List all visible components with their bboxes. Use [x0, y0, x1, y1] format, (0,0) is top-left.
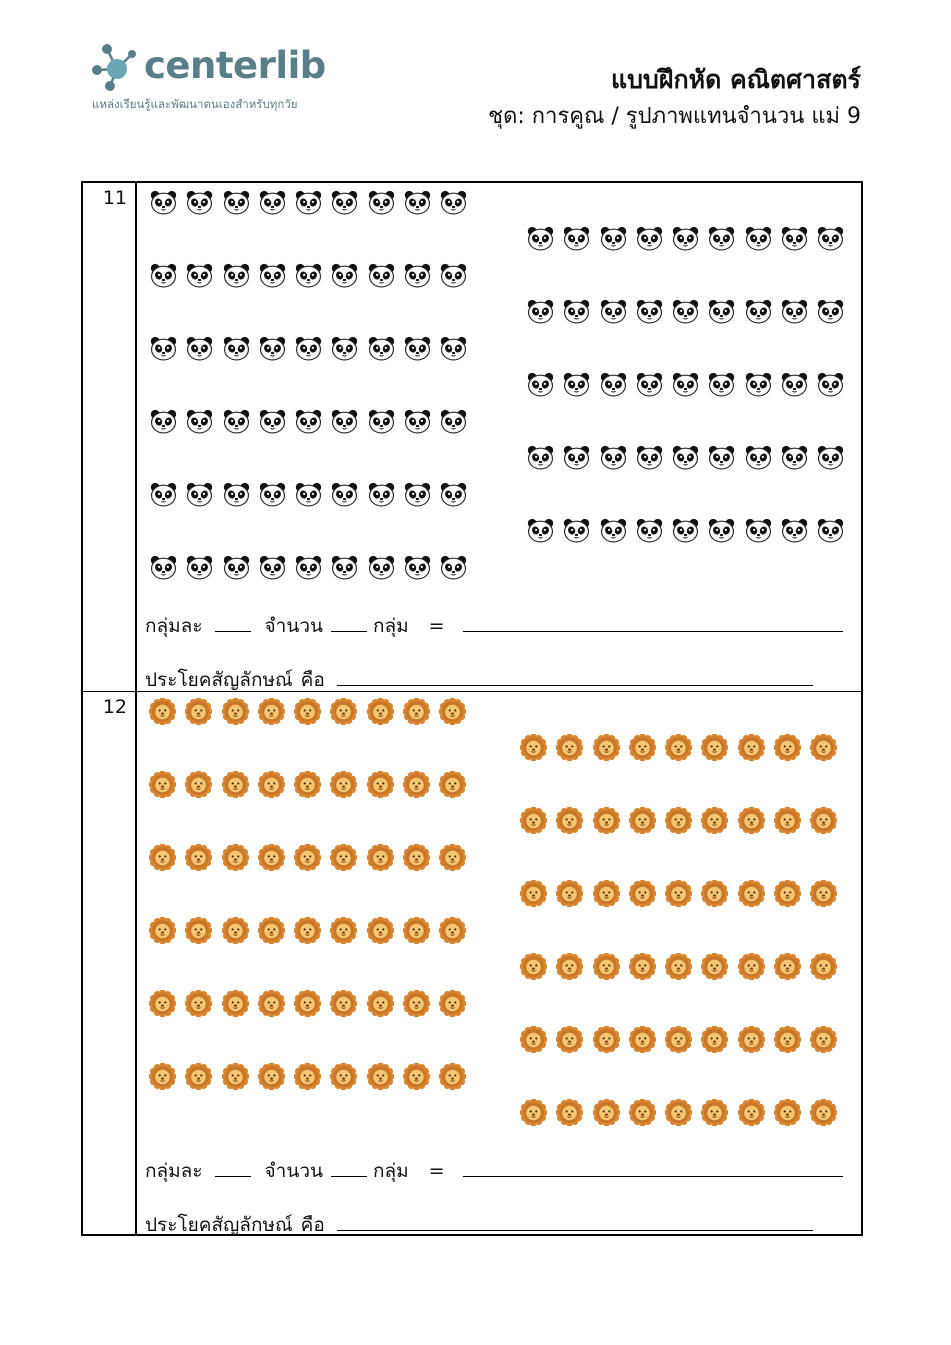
icon-row-3 [149, 917, 466, 944]
panda-face-icon [781, 371, 808, 398]
panda-face-icon [708, 444, 735, 471]
lion-face-icon [149, 990, 176, 1017]
panda-face-icon [331, 262, 358, 289]
problem-number: 11 [102, 187, 127, 209]
icon-row-10 [527, 517, 844, 544]
panda-face-icon [295, 481, 322, 508]
panda-face-icon [672, 225, 699, 252]
panda-face-icon [186, 189, 213, 216]
lion-face-icon [520, 734, 547, 761]
lion-face-icon [810, 1099, 837, 1126]
panda-face-icon [527, 371, 554, 398]
panda-face-icon [600, 298, 627, 325]
lion-face-icon [439, 990, 466, 1017]
panda-face-icon [259, 335, 286, 362]
lion-face-icon [774, 734, 801, 761]
lion-face-icon [593, 1099, 620, 1126]
lion-face-icon [629, 1099, 656, 1126]
lion-face-icon [439, 698, 466, 725]
problem-11 [83, 183, 861, 692]
lion-face-icon [258, 1063, 285, 1090]
lion-face-icon [556, 880, 583, 907]
lion-face-icon [556, 1026, 583, 1053]
lion-face-icon [330, 844, 357, 871]
icon-row-6 [527, 225, 844, 252]
lion-face-icon [294, 1063, 321, 1090]
lion-face-icon [367, 1063, 394, 1090]
panda-face-icon [600, 225, 627, 252]
lion-face-icon [403, 844, 430, 871]
panda-face-icon [527, 444, 554, 471]
panda-face-icon [368, 335, 395, 362]
lion-face-icon [556, 953, 583, 980]
panda-face-icon [150, 262, 177, 289]
panda-face-icon [259, 189, 286, 216]
panda-face-icon [223, 481, 250, 508]
panda-face-icon [186, 335, 213, 362]
panda-face-icon [223, 554, 250, 581]
lion-face-icon [367, 698, 394, 725]
lion-face-icon [185, 990, 212, 1017]
panda-face-icon [295, 262, 322, 289]
lion-face-icon [330, 917, 357, 944]
panda-face-icon [440, 335, 467, 362]
lion-face-icon [149, 917, 176, 944]
problem-number-cell [83, 692, 137, 1236]
lion-face-icon [774, 1026, 801, 1053]
lion-face-icon [403, 990, 430, 1017]
panda-face-icon [708, 298, 735, 325]
icon-row-2 [149, 844, 466, 871]
panda-face-icon [563, 298, 590, 325]
lion-face-icon [330, 771, 357, 798]
panda-face-icon [331, 481, 358, 508]
panda-face-icon [223, 262, 250, 289]
lion-face-icon [593, 880, 620, 907]
answer-blank[interactable] [463, 1175, 843, 1177]
page-title: แบบฝึกหัด คณิตศาสตร์ [610, 65, 861, 94]
is-label: คือ [300, 669, 325, 691]
lion-face-icon [185, 844, 212, 871]
lion-face-icon [330, 1063, 357, 1090]
lion-face-icon [520, 1026, 547, 1053]
lion-face-icon [149, 1063, 176, 1090]
panda-face-icon [672, 517, 699, 544]
panda-face-icon [745, 225, 772, 252]
panda-face-icon [186, 481, 213, 508]
lion-face-icon [403, 698, 430, 725]
lion-face-icon [810, 953, 837, 980]
panda-face-icon [368, 189, 395, 216]
lion-face-icon [439, 917, 466, 944]
panda-face-icon [745, 371, 772, 398]
panda-face-icon [404, 189, 431, 216]
panda-face-icon [404, 554, 431, 581]
panda-face-icon [781, 298, 808, 325]
groups-label: กลุ่ม [372, 615, 409, 637]
lion-face-icon [330, 698, 357, 725]
lion-face-icon [403, 1063, 430, 1090]
panda-face-icon [672, 444, 699, 471]
number-sentence-label: ประโยคสัญลักษณ์ [145, 1214, 293, 1236]
icon-row-0 [149, 698, 466, 725]
lion-face-icon [367, 771, 394, 798]
panda-face-icon [186, 554, 213, 581]
panda-face-icon [404, 481, 431, 508]
panda-face-icon [563, 371, 590, 398]
lion-face-icon [774, 953, 801, 980]
lion-face-icon [810, 880, 837, 907]
panda-face-icon [745, 444, 772, 471]
lion-face-icon [774, 807, 801, 834]
lion-face-icon [367, 844, 394, 871]
per-group-blank[interactable] [215, 630, 251, 632]
lion-face-icon [520, 1099, 547, 1126]
panda-face-icon [295, 335, 322, 362]
icon-row-4 [150, 481, 467, 508]
panda-face-icon [186, 408, 213, 435]
lion-face-icon [222, 771, 249, 798]
icon-row-9 [527, 444, 844, 471]
icon-row-8 [527, 371, 844, 398]
panda-face-icon [186, 262, 213, 289]
panda-face-icon [223, 335, 250, 362]
lion-face-icon [222, 917, 249, 944]
lion-face-icon [258, 698, 285, 725]
panda-face-icon [636, 225, 663, 252]
panda-face-icon [817, 517, 844, 544]
lion-face-icon [520, 880, 547, 907]
panda-face-icon [600, 371, 627, 398]
panda-face-icon [636, 444, 663, 471]
logo-tagline: แหล่งเรียนรู้และพัฒนาตนเองสำหรับทุกวัย [92, 97, 298, 111]
lion-face-icon [258, 844, 285, 871]
lion-face-icon [330, 990, 357, 1017]
icon-row-0 [150, 189, 467, 216]
panda-face-icon [745, 298, 772, 325]
panda-face-icon [440, 408, 467, 435]
group-count-blank[interactable] [331, 1175, 367, 1177]
panda-face-icon [368, 481, 395, 508]
icon-row-1 [150, 262, 467, 289]
panda-face-icon [600, 444, 627, 471]
panda-face-icon [404, 408, 431, 435]
panda-face-icon [331, 189, 358, 216]
panda-face-icon [745, 517, 772, 544]
panda-face-icon [150, 481, 177, 508]
lion-face-icon [738, 807, 765, 834]
count-label: จำนวน [264, 1160, 323, 1182]
panda-face-icon [672, 371, 699, 398]
lion-face-icon [222, 698, 249, 725]
icon-row-5 [150, 554, 467, 581]
icon-row-5 [149, 1063, 466, 1090]
lion-face-icon [701, 1099, 728, 1126]
panda-face-icon [440, 189, 467, 216]
lion-face-icon [367, 990, 394, 1017]
lion-face-icon [185, 771, 212, 798]
icon-row-11 [520, 1099, 837, 1126]
lion-face-icon [439, 844, 466, 871]
lion-face-icon [258, 771, 285, 798]
panda-face-icon [440, 262, 467, 289]
problem-number-cell [83, 183, 137, 691]
lion-face-icon [665, 953, 692, 980]
panda-face-icon [708, 517, 735, 544]
panda-face-icon [150, 554, 177, 581]
lion-face-icon [701, 880, 728, 907]
count-label: จำนวน [264, 615, 323, 637]
panda-face-icon [295, 189, 322, 216]
panda-face-icon [259, 554, 286, 581]
icon-row-3 [150, 408, 467, 435]
panda-face-icon [223, 408, 250, 435]
panda-face-icon [440, 481, 467, 508]
panda-face-icon [817, 298, 844, 325]
lion-face-icon [294, 698, 321, 725]
worksheet-table [81, 181, 863, 1236]
panda-face-icon [563, 225, 590, 252]
lion-face-icon [439, 771, 466, 798]
number-sentence-label: ประโยคสัญลักษณ์ [145, 669, 293, 691]
lion-face-icon [222, 1063, 249, 1090]
icon-row-7 [520, 807, 837, 834]
lion-face-icon [701, 734, 728, 761]
lion-face-icon [294, 917, 321, 944]
icon-row-6 [520, 734, 837, 761]
panda-face-icon [708, 371, 735, 398]
panda-face-icon [404, 262, 431, 289]
panda-face-icon [527, 225, 554, 252]
lion-face-icon [629, 807, 656, 834]
lion-face-icon [222, 990, 249, 1017]
panda-face-icon [368, 554, 395, 581]
equals-sign: = [428, 1160, 445, 1182]
answer-line-groups [145, 1156, 843, 1186]
problem-12 [83, 692, 861, 1236]
lion-face-icon [294, 844, 321, 871]
icon-row-9 [520, 953, 837, 980]
per-group-label: กลุ่มละ [145, 615, 203, 637]
equals-sign: = [428, 615, 445, 637]
icon-row-8 [520, 880, 837, 907]
lion-face-icon [520, 953, 547, 980]
lion-face-icon [149, 771, 176, 798]
lion-face-icon [665, 734, 692, 761]
icon-row-10 [520, 1026, 837, 1053]
panda-face-icon [331, 554, 358, 581]
answer-line-groups [145, 611, 843, 641]
panda-face-icon [672, 298, 699, 325]
panda-face-icon [223, 189, 250, 216]
lion-face-icon [403, 771, 430, 798]
panda-face-icon [150, 408, 177, 435]
panda-face-icon [817, 444, 844, 471]
is-label: คือ [300, 1214, 325, 1236]
lion-face-icon [593, 807, 620, 834]
lion-face-icon [701, 1026, 728, 1053]
panda-face-icon [781, 444, 808, 471]
panda-face-icon [368, 262, 395, 289]
lion-face-icon [774, 880, 801, 907]
lion-face-icon [629, 953, 656, 980]
lion-face-icon [738, 734, 765, 761]
panda-face-icon [817, 225, 844, 252]
groups-label: กลุ่ม [372, 1160, 409, 1182]
lion-face-icon [738, 953, 765, 980]
panda-face-icon [636, 517, 663, 544]
panda-face-icon [259, 262, 286, 289]
lion-face-icon [367, 917, 394, 944]
lion-face-icon [593, 1026, 620, 1053]
panda-face-icon [331, 335, 358, 362]
lion-face-icon [149, 844, 176, 871]
per-group-blank[interactable] [215, 1175, 251, 1177]
lion-face-icon [701, 807, 728, 834]
lion-face-icon [258, 990, 285, 1017]
problem-number: 12 [102, 696, 127, 718]
logo-molecule-icon [92, 42, 142, 92]
number-sentence-blank[interactable] [337, 1229, 813, 1231]
lion-face-icon [185, 1063, 212, 1090]
lion-face-icon [665, 1026, 692, 1053]
lion-face-icon [520, 807, 547, 834]
group-count-blank[interactable] [331, 630, 367, 632]
lion-face-icon [774, 1099, 801, 1126]
lion-face-icon [738, 1099, 765, 1126]
panda-face-icon [563, 444, 590, 471]
lion-face-icon [185, 917, 212, 944]
centerlib-logo [92, 42, 352, 122]
lion-face-icon [439, 1063, 466, 1090]
panda-face-icon [781, 225, 808, 252]
lion-face-icon [258, 917, 285, 944]
panda-face-icon [708, 225, 735, 252]
panda-face-icon [259, 481, 286, 508]
panda-face-icon [440, 554, 467, 581]
panda-face-icon [781, 517, 808, 544]
lion-face-icon [593, 953, 620, 980]
lion-face-icon [629, 1026, 656, 1053]
lion-face-icon [665, 880, 692, 907]
lion-face-icon [593, 734, 620, 761]
panda-face-icon [259, 408, 286, 435]
icon-row-2 [150, 335, 467, 362]
lion-face-icon [810, 807, 837, 834]
lion-face-icon [701, 953, 728, 980]
panda-face-icon [817, 371, 844, 398]
panda-face-icon [527, 298, 554, 325]
icon-row-1 [149, 771, 466, 798]
panda-face-icon [150, 189, 177, 216]
panda-face-icon [295, 408, 322, 435]
lion-face-icon [294, 990, 321, 1017]
lion-face-icon [185, 698, 212, 725]
lion-face-icon [665, 807, 692, 834]
lion-face-icon [294, 771, 321, 798]
answer-blank[interactable] [463, 630, 843, 632]
lion-face-icon [665, 1099, 692, 1126]
panda-face-icon [150, 335, 177, 362]
lion-face-icon [556, 807, 583, 834]
icon-row-7 [527, 298, 844, 325]
lion-face-icon [149, 698, 176, 725]
per-group-label: กลุ่มละ [145, 1160, 203, 1182]
number-sentence-blank[interactable] [337, 684, 813, 686]
lion-face-icon [738, 880, 765, 907]
lion-face-icon [738, 1026, 765, 1053]
lion-face-icon [222, 844, 249, 871]
panda-face-icon [295, 554, 322, 581]
panda-face-icon [331, 408, 358, 435]
panda-face-icon [600, 517, 627, 544]
lion-face-icon [629, 880, 656, 907]
lion-face-icon [810, 734, 837, 761]
lion-face-icon [629, 734, 656, 761]
lion-face-icon [810, 1026, 837, 1053]
answer-line-sentence [145, 1210, 813, 1240]
page-subtitle: ชุด: การคูณ / รูปภาพแทนจำนวน แม่ 9 [488, 104, 861, 129]
panda-face-icon [404, 335, 431, 362]
logo-wordmark: centerlib [144, 44, 326, 87]
lion-face-icon [556, 734, 583, 761]
panda-face-icon [563, 517, 590, 544]
panda-face-icon [636, 298, 663, 325]
panda-face-icon [368, 408, 395, 435]
panda-face-icon [527, 517, 554, 544]
icon-row-4 [149, 990, 466, 1017]
lion-face-icon [403, 917, 430, 944]
answer-line-sentence [145, 665, 813, 695]
panda-face-icon [636, 371, 663, 398]
lion-face-icon [556, 1099, 583, 1126]
